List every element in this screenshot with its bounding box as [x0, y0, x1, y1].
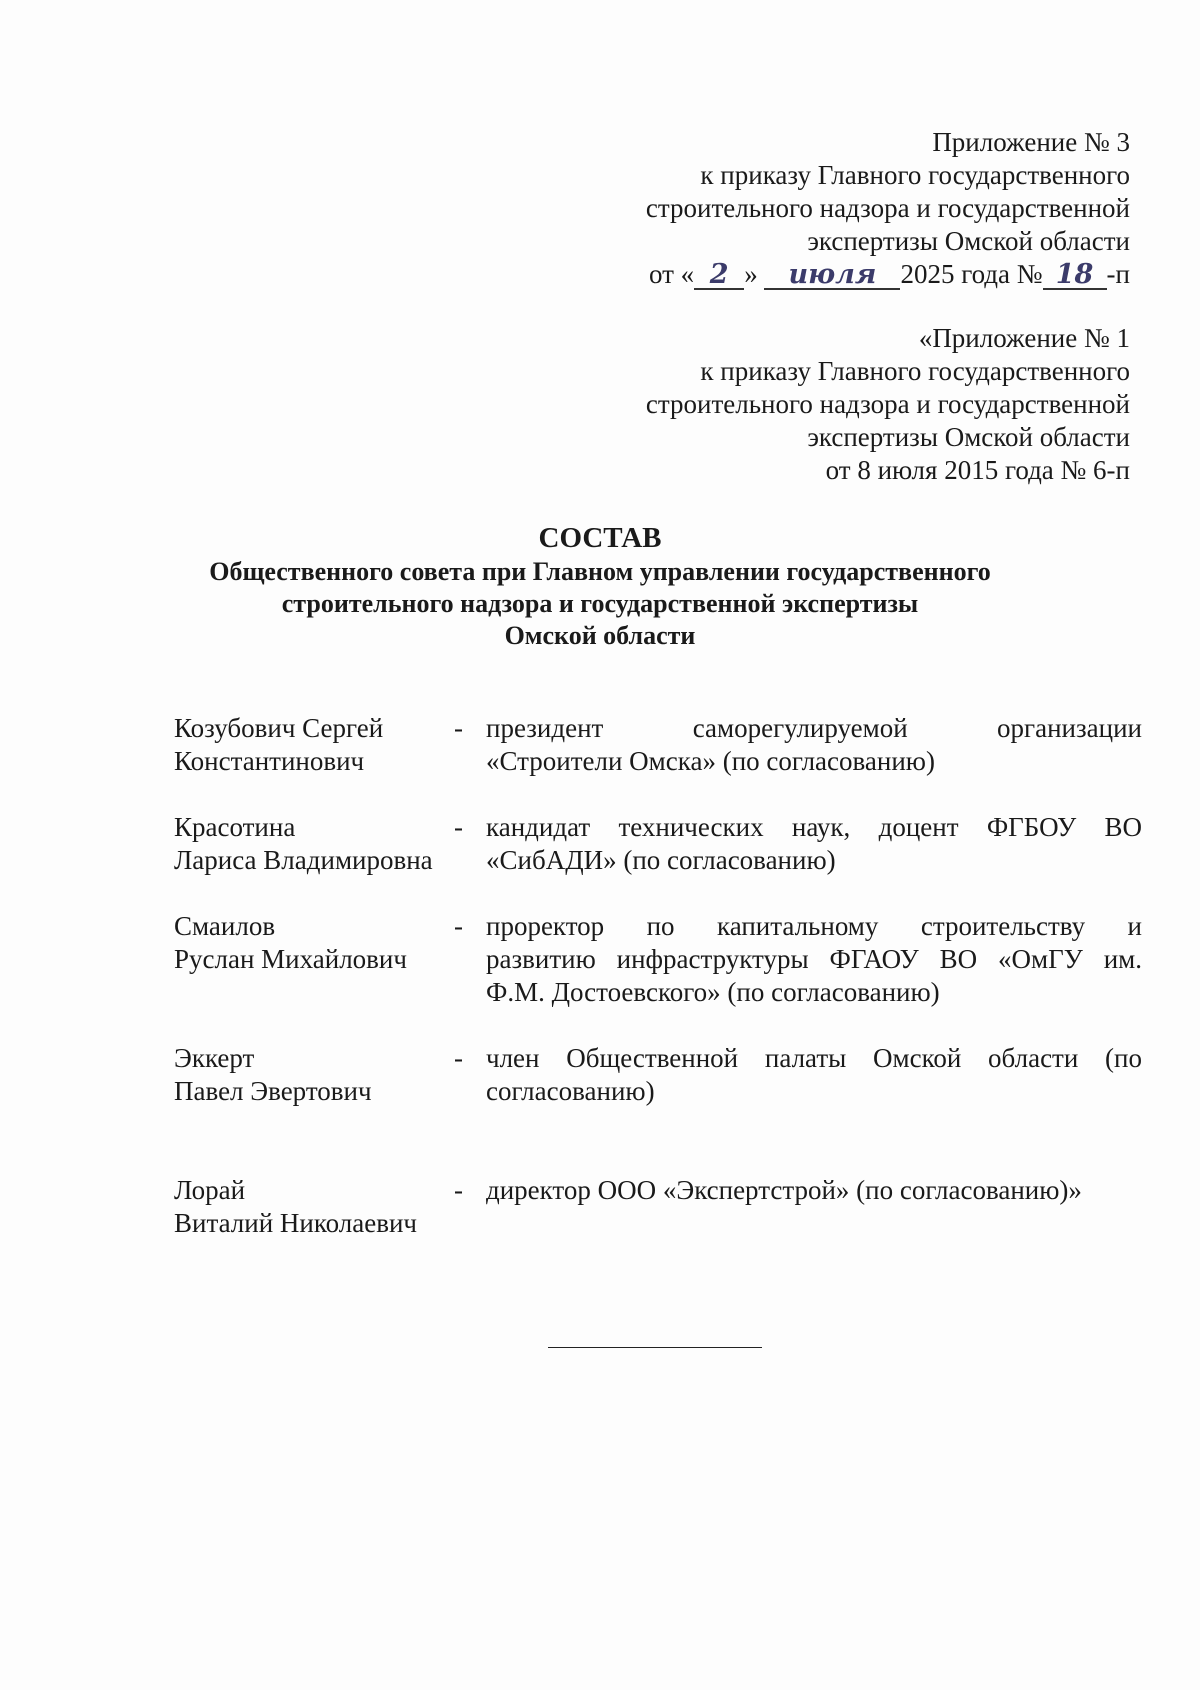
member-position	[486, 1042, 1142, 1108]
title-main: СОСТАВ	[538, 522, 662, 554]
member-row	[174, 1042, 1142, 1108]
handwritten-day: 2	[694, 262, 744, 290]
annex-3-date-line	[646, 258, 1130, 291]
members-list	[174, 712, 1142, 1240]
member-name	[174, 1174, 454, 1240]
member-surname: Эккерт	[174, 1043, 255, 1073]
handwritten-month: июля	[764, 262, 900, 290]
annex-1-header	[646, 322, 1130, 487]
member-position-line: развитию инфраструктуры ФГАОУ ВО «ОмГУ им.	[486, 944, 1142, 974]
member-given-name: Виталий Николаевич	[174, 1208, 417, 1238]
title-line-1: Общественного совета при Главном управлении государственного	[209, 557, 991, 586]
member-position-line: директор ООО «Экспертстрой» (по согласованию)»	[486, 1175, 1082, 1205]
document-title	[0, 520, 1200, 652]
handwritten-order-number: 18	[1043, 262, 1107, 290]
annex-1-line-3: строительного надзора и государственной	[645, 389, 1130, 419]
date-suffix: -п	[1106, 259, 1130, 289]
annex-3-line-2: к приказу Главного государственного	[700, 160, 1130, 190]
member-position-line: «Строители Омска» (по согласованию)	[486, 746, 935, 776]
member-row	[174, 811, 1142, 877]
annex-3-line-3: строительного надзора и государственной	[645, 193, 1130, 223]
annex-1-line-4: экспертизы Омской области	[807, 422, 1130, 452]
member-position-line: согласованию)	[486, 1076, 655, 1106]
member-position-line: член Общественной палаты Омской области (по	[486, 1043, 1142, 1073]
member-name	[174, 712, 454, 778]
member-dash: -	[454, 1043, 463, 1073]
member-dash: -	[454, 812, 463, 842]
annex-3-title: Приложение № 3	[932, 127, 1130, 157]
member-dash: -	[454, 713, 463, 743]
member-position-line: проректор по капитальному строительству и	[486, 911, 1142, 941]
annex-1-line-2: к приказу Главного государственного	[700, 356, 1130, 386]
annex-3-header	[646, 126, 1130, 291]
end-divider	[548, 1347, 762, 1348]
annex-1-date-line: от 8 июля 2015 года № 6-п	[825, 455, 1130, 485]
date-year: 2025 года №	[900, 259, 1043, 289]
date-prefix: от «	[648, 259, 695, 289]
member-position-line: «СибАДИ» (по согласованию)	[486, 845, 836, 875]
member-given-name: Константинович	[174, 746, 365, 776]
member-surname: Лорай	[174, 1175, 246, 1205]
title-line-3: Омской области	[504, 621, 696, 650]
member-surname: Красотина	[174, 812, 296, 842]
member-given-name: Руслан Михайлович	[174, 944, 407, 974]
annex-3-line-4: экспертизы Омской области	[807, 226, 1130, 256]
member-name	[174, 1042, 454, 1108]
member-dash: -	[454, 1175, 463, 1205]
title-line-2: строительного надзора и государственной экспертизы	[281, 589, 919, 618]
member-position	[486, 811, 1142, 877]
member-position-line: президент саморегулируемой организации	[486, 713, 1142, 743]
member-row	[174, 910, 1142, 1009]
member-given-name: Павел Эвертович	[174, 1076, 372, 1106]
member-name	[174, 910, 454, 976]
member-dash: -	[454, 911, 463, 941]
member-row	[174, 1174, 1142, 1240]
annex-1-title: «Приложение № 1	[918, 323, 1130, 353]
member-position-line: Ф.М. Достоевского» (по согласованию)	[486, 977, 940, 1007]
member-surname: Смаилов	[174, 911, 276, 941]
member-position	[486, 910, 1142, 1009]
member-position-line: кандидат технических наук, доцент ФГБОУ ВО	[486, 812, 1142, 842]
member-position	[486, 1174, 1142, 1207]
date-quote-close: »	[744, 259, 758, 289]
member-row	[174, 712, 1142, 778]
member-given-name: Лариса Владимировна	[174, 845, 433, 875]
member-position	[486, 712, 1142, 778]
member-surname: Козубович Сергей	[174, 713, 384, 743]
member-name	[174, 811, 454, 877]
